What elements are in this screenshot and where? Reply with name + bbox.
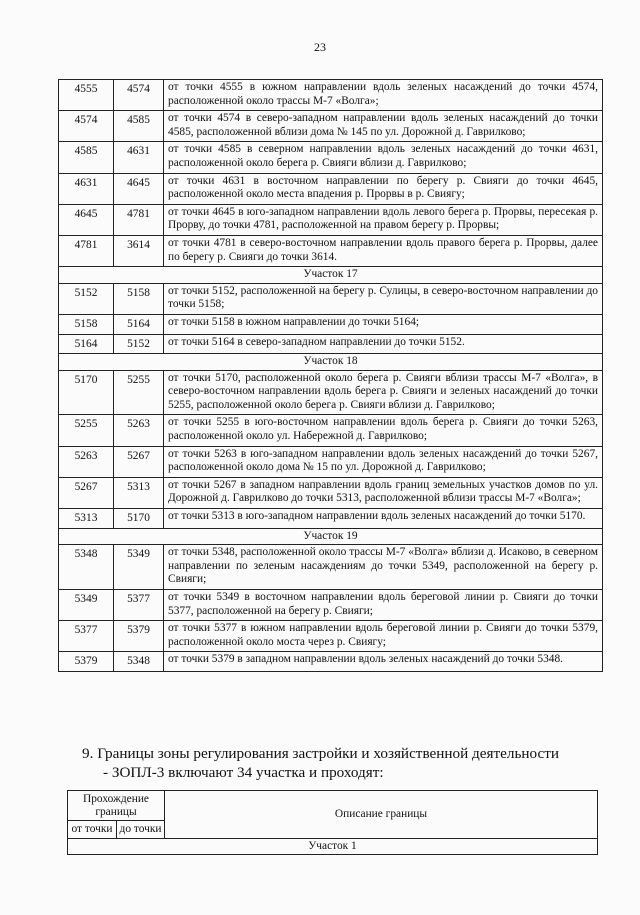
from-point-cell: 5255 [59,415,114,446]
to-point-cell: 5349 [114,545,164,590]
description-cell: от точки 4574 в северо-западном направлении вдоль зеленых насаждений до точки 4585, расположенной вблизи дома № 145 по ул. Дорожной д. Гаврилково; [164,111,603,142]
to-point-header: до точки [117,821,165,839]
description-header: Описание границы [165,791,598,839]
to-point-cell: 5255 [114,370,164,415]
from-point-cell: 5170 [59,370,114,415]
to-point-cell: 4574 [114,80,164,111]
section-label: Участок 18 [59,354,603,371]
description-cell: от точки 5158 в южном направлении до точки 5164; [164,314,603,334]
description-cell: от точки 5170, расположенной около берега р. Свияги вблизи трассы М-7 «Волга», в северо-восточном направлении вдоль берега р. Свияги и зеленых насаждений до точки 5255, расположенной около берега р. Свияги вблизи д. Гаврилково; [164,370,603,415]
section-row [59,267,603,284]
section-row: Участок 1 [68,838,598,855]
from-point-cell: 5158 [59,314,114,334]
to-point-cell: 5267 [114,446,164,477]
table-row [59,204,603,235]
zone-table-header [67,790,598,855]
from-point-cell: 5313 [59,509,114,529]
from-point-cell: 5164 [59,334,114,354]
to-point-cell: 4631 [114,142,164,173]
table-row [59,173,603,204]
table-row [59,545,603,590]
table-row [59,235,603,266]
from-point-cell: 4781 [59,235,114,266]
from-point-cell: 5349 [59,590,114,621]
from-point-cell: 5267 [59,477,114,508]
description-cell: от точки 4585 в северном направлении вдоль зеленых насаждений до точки 4631, расположенной около берега р. Свияги вблизи д. Гаврилково; [164,142,603,173]
heading-line-2: - ЗОПЛ-3 включают 34 участка и проходят: [103,764,384,781]
heading-line-1: 9. Границы зоны регулирования застройки и хозяйственной деятельности [82,745,559,762]
section-label: Участок 19 [59,528,603,545]
section-heading [82,744,622,782]
table-row [59,142,603,173]
from-point-cell: 5379 [59,652,114,672]
description-cell: от точки 4645 в юго-западном направлении вдоль левого берега р. Прорвы, пересекая р. Прорву, до точки 4781, расположенной на правом берегу р. Прорвы; [164,204,603,235]
description-cell: от точки 4555 в южном направлении вдоль зеленых насаждений до точки 4574, расположенной около трассы М-7 «Волга»; [164,80,603,111]
section-row [59,354,603,371]
table-row [59,283,603,314]
from-point-cell: 4645 [59,204,114,235]
description-cell: от точки 5348, расположенной около трассы М-7 «Волга» вблизи д. Исаково, в северном направлении по зеленым насаждениям до точки 5349, расположенной на берегу р. Свияги; [164,545,603,590]
table-row [59,334,603,354]
table-row [59,652,603,672]
description-cell: от точки 5377 в южном направлении вдоль береговой линии р. Свияги до точки 5379, расположенной около моста через р. Свиягу; [164,621,603,652]
description-cell: от точки 5349 в восточном направлении вдоль береговой линии р. Свияги до точки 5377, расположенной на берегу р. Свияги; [164,590,603,621]
description-cell: от точки 5313 в юго-западном направлении вдоль зеленых насаждений до точки 5170. [164,509,603,529]
page-number: 23 [314,40,326,54]
table-row [59,80,603,111]
table-row [59,509,603,529]
to-point-cell: 4645 [114,173,164,204]
description-cell: от точки 5379 в западном направлении вдоль зеленых насаждений до точки 5348. [164,652,603,672]
to-point-cell: 3614 [114,235,164,266]
from-point-cell: 4574 [59,111,114,142]
from-point-cell: 5152 [59,283,114,314]
to-point-cell: 5152 [114,334,164,354]
table-row [59,446,603,477]
table-row [59,621,603,652]
table-row [59,415,603,446]
from-point-header: от точки [68,821,117,839]
from-point-cell: 5263 [59,446,114,477]
from-point-cell: 4555 [59,80,114,111]
from-point-cell: 5377 [59,621,114,652]
to-point-cell: 5348 [114,652,164,672]
from-point-cell: 4585 [59,142,114,173]
description-cell: от точки 5255 в юго-восточном направлении вдоль берега р. Свияги до точки 5263, расположенной около ул. Набережной д. Гаврилково; [164,415,603,446]
to-point-cell: 5170 [114,509,164,529]
table-row [59,111,603,142]
to-point-cell: 5313 [114,477,164,508]
to-point-cell: 5263 [114,415,164,446]
to-point-cell: 5377 [114,590,164,621]
section-row [59,528,603,545]
table-row [59,370,603,415]
table-row [59,477,603,508]
boundary-table [58,79,603,672]
from-point-cell: 5348 [59,545,114,590]
table-row [59,590,603,621]
to-point-cell: 4585 [114,111,164,142]
to-point-cell: 5164 [114,314,164,334]
from-point-cell: 4631 [59,173,114,204]
description-cell: от точки 5267 в западном направлении вдоль границ земельных участков домов по ул. Дорожной д. Гаврилково до точки 5313, расположенной вблизи трассы М-7 «Волга»; [164,477,603,508]
description-cell: от точки 5263 в юго-западном направлении вдоль зеленых насаждений до точки 5267, расположенной около дома № 15 по ул. Дорожной д. Гаврилково; [164,446,603,477]
to-point-cell: 5158 [114,283,164,314]
table-row [59,314,603,334]
section-label: Участок 17 [59,267,603,284]
description-cell: от точки 5152, расположенной на берегу р. Сулицы, в северо-восточном направлении до точки 5158; [164,283,603,314]
to-point-cell: 5379 [114,621,164,652]
description-cell: от точки 4781 в северо-восточном направлении вдоль правого берега р. Прорвы, далее по берегу р. Свияги до точки 3614. [164,235,603,266]
passage-header: Прохождение границы [68,791,165,821]
to-point-cell: 4781 [114,204,164,235]
description-cell: от точки 5164 в северо-западном направлении до точки 5152. [164,334,603,354]
description-cell: от точки 4631 в восточном направлении по берегу р. Свияги до точки 4645, расположенной около места впадения р. Прорвы в р. Свиягу; [164,173,603,204]
